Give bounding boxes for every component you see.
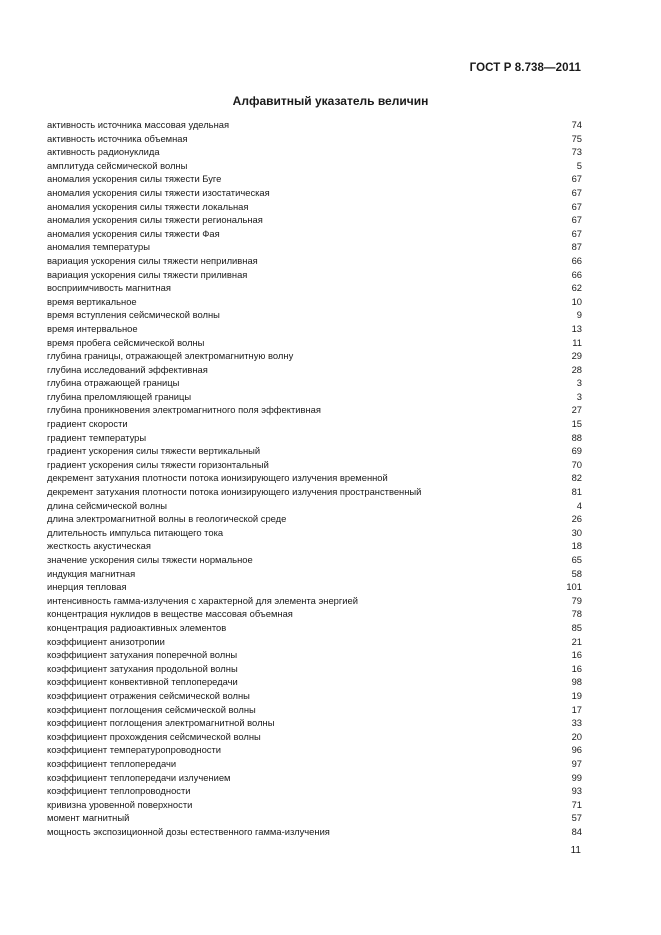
index-page-ref: 13 [571, 322, 582, 334]
index-term: вариация ускорения силы тяжести приливная [47, 268, 248, 280]
index-term: вариация ускорения силы тяжести неприливная [47, 254, 258, 266]
index-entry [47, 743, 582, 757]
index-term: мощность экспозиционной дозы естественного гамма-излучения [47, 825, 330, 837]
index-entry [47, 145, 582, 159]
index-entry [47, 254, 582, 268]
index-entry [47, 200, 582, 214]
index-term: жесткость акустическая [47, 540, 151, 552]
index-page-ref: 79 [571, 594, 582, 606]
index-page-ref: 69 [571, 445, 582, 457]
index-term: глубина проникновения электромагнитного поля эффективная [47, 404, 321, 416]
index-page-ref: 78 [571, 608, 582, 620]
index-entry [47, 580, 582, 594]
index-entry [47, 675, 582, 689]
index-term: концентрация радиоактивных элементов [47, 621, 227, 633]
index-entry [47, 295, 582, 309]
index-term: инерция тепловая [47, 581, 127, 593]
index-page-ref: 28 [571, 363, 582, 375]
index-page-ref: 3 [576, 390, 582, 402]
index-page-ref: 30 [571, 526, 582, 538]
index-entry [47, 431, 582, 445]
index-entry [47, 716, 582, 730]
index-entry [47, 213, 582, 227]
index-term: декремент затухания плотности потока ионизирующего излучения пространственный [47, 486, 422, 498]
index-page-ref: 98 [571, 676, 582, 688]
index-entry [47, 281, 582, 295]
index-entry [47, 227, 582, 241]
index-page-ref: 82 [571, 472, 582, 484]
index-entry [47, 390, 582, 404]
index-page-ref: 81 [571, 486, 582, 498]
index-entry [47, 240, 582, 254]
index-entry [47, 159, 582, 173]
index-entry [47, 730, 582, 744]
index-page-ref: 70 [571, 458, 582, 470]
index-page-ref: 67 [571, 227, 582, 239]
index-entry [47, 553, 582, 567]
index-entry [47, 363, 582, 377]
index-term: градиент скорости [47, 418, 128, 430]
index-page-ref: 73 [571, 146, 582, 158]
index-page-ref: 93 [571, 785, 582, 797]
index-term: концентрация нуклидов в веществе массовая объемная [47, 608, 293, 620]
index-term: аномалия ускорения силы тяжести региональная [47, 214, 263, 226]
index-page-ref: 16 [571, 649, 582, 661]
index-term: градиент температуры [47, 431, 147, 443]
index-term: время пробега сейсмической волны [47, 336, 205, 348]
index-entry [47, 471, 582, 485]
index-page-ref: 66 [571, 268, 582, 280]
index-entry [47, 118, 582, 132]
index-page-ref: 21 [571, 635, 582, 647]
index-term: значение ускорения силы тяжести нормальное [47, 554, 253, 565]
index-entry [47, 458, 582, 472]
index-entry [47, 703, 582, 717]
index-entry [47, 798, 582, 812]
index-page-ref: 99 [571, 771, 582, 783]
index-entry [47, 417, 582, 431]
index-page-ref: 58 [571, 567, 582, 579]
index-term: глубина границы, отражающей электромагнитную волну [47, 350, 294, 362]
index-term: длина сейсмической волны [47, 499, 167, 511]
index-term: глубина отражающей границы [47, 377, 180, 389]
index-entry [47, 403, 582, 417]
index-term: длительность импульса питающего тока [47, 526, 224, 538]
index-entry [47, 689, 582, 703]
page-title: Алфавитный указатель величин [232, 94, 429, 108]
index-term: время вступления сейсмической волны [47, 309, 220, 321]
index-entry [47, 186, 582, 200]
index-page-ref: 67 [571, 214, 582, 226]
index-page-ref: 17 [571, 703, 582, 715]
index-page-ref: 88 [571, 431, 582, 443]
index-entry [47, 635, 582, 649]
index-term: индукция магнитная [47, 567, 136, 579]
index-entry [47, 308, 582, 322]
index-term: коэффициент поглощения сейсмической волны [47, 703, 256, 715]
index-term: коэффициент затухания поперечной волны [47, 649, 238, 661]
index-term: время вертикальное [47, 295, 137, 307]
index-list [47, 118, 582, 838]
index-page-ref: 71 [571, 798, 582, 810]
index-page-ref: 26 [571, 513, 582, 525]
index-page-ref: 5 [576, 159, 582, 171]
index-entry [47, 771, 582, 785]
index-page-ref: 97 [571, 757, 582, 769]
index-term: коэффициент анизотропии [47, 635, 165, 647]
index-term: амплитуда сейсмической волны [47, 159, 188, 171]
index-page-ref: 9 [576, 309, 582, 321]
index-page-ref: 87 [571, 241, 582, 253]
index-entry [47, 811, 582, 825]
index-page-ref: 19 [571, 689, 582, 701]
index-term: коэффициент конвективной теплопередачи [47, 676, 238, 688]
index-term: аномалия ускорения силы тяжести Фая [47, 227, 220, 239]
index-page-ref: 65 [571, 554, 582, 565]
index-entry [47, 539, 582, 553]
index-term: восприимчивость магнитная [47, 282, 171, 294]
index-entry [47, 662, 582, 676]
index-entry [47, 349, 582, 363]
index-page-ref: 66 [571, 254, 582, 266]
index-page-ref: 85 [571, 621, 582, 633]
index-entry [47, 499, 582, 513]
index-page-ref: 11 [572, 336, 582, 348]
index-term: градиент ускорения силы тяжести вертикальный [47, 445, 261, 457]
index-page-ref: 67 [571, 173, 582, 185]
index-term: коэффициент отражения сейсмической волны [47, 689, 250, 701]
index-entry [47, 322, 582, 336]
index-term: глубина преломляющей границы [47, 390, 192, 402]
index-term: аномалия ускорения силы тяжести Буге [47, 173, 222, 185]
index-entry [47, 784, 582, 798]
index-entry [47, 648, 582, 662]
index-term: кривизна уровенной поверхности [47, 798, 193, 810]
index-term: коэффициент затухания продольной волны [47, 662, 238, 674]
index-entry [47, 567, 582, 581]
index-term: коэффициент теплопередачи [47, 757, 177, 769]
index-page-ref: 67 [571, 186, 582, 198]
index-page-ref: 84 [571, 825, 582, 837]
index-entry [47, 621, 582, 635]
index-term: глубина исследований эффективная [47, 363, 208, 375]
index-term: интенсивность гамма-излучения с характерной для элемента энергией [47, 594, 358, 606]
index-term: коэффициент температуропроводности [47, 744, 221, 756]
index-term: коэффициент теплопередачи излучением [47, 771, 231, 783]
index-page-ref: 101 [566, 581, 582, 593]
index-term: коэффициент поглощения электромагнитной волны [47, 717, 275, 729]
index-term: аномалия ускорения силы тяжести изостатическая [47, 186, 270, 198]
index-page-ref: 33 [571, 717, 582, 729]
index-entry [47, 526, 582, 540]
index-page-ref: 27 [571, 404, 582, 416]
index-page-ref: 67 [571, 200, 582, 212]
page-number: 11 [570, 845, 581, 856]
index-page-ref: 4 [576, 499, 582, 511]
index-term: коэффициент прохождения сейсмической волны [47, 730, 261, 742]
index-term: момент магнитный [47, 812, 130, 824]
index-term: аномалия температуры [47, 241, 150, 253]
index-term: декремент затухания плотности потока ионизирующего излучения временной [47, 472, 388, 484]
index-page-ref: 29 [571, 350, 582, 362]
index-entry [47, 512, 582, 526]
document-code: ГОСТ Р 8.738—2011 [469, 62, 581, 74]
index-entry [47, 757, 582, 771]
index-entry [47, 825, 582, 839]
index-page-ref: 75 [571, 132, 582, 144]
index-entry [47, 268, 582, 282]
index-entry [47, 444, 582, 458]
index-entry [47, 594, 582, 608]
index-page-ref: 96 [571, 744, 582, 756]
index-term: активность радионуклида [47, 146, 160, 158]
index-page-ref: 3 [576, 377, 582, 389]
index-term: градиент ускорения силы тяжести горизонтальный [47, 458, 269, 470]
index-entry [47, 376, 582, 390]
index-page-ref: 15 [571, 418, 582, 430]
index-page-ref: 10 [571, 295, 582, 307]
index-term: активность источника массовая удельная [47, 119, 230, 130]
index-entry [47, 132, 582, 146]
index-page-ref: 20 [571, 730, 582, 742]
index-entry [47, 336, 582, 350]
index-page-ref: 62 [571, 282, 582, 294]
index-page-ref: 74 [571, 119, 582, 130]
index-entry [47, 172, 582, 186]
index-page-ref: 16 [571, 662, 582, 674]
index-entry [47, 485, 582, 499]
index-term: время интервальное [47, 322, 138, 334]
index-term: коэффициент теплопроводности [47, 785, 191, 797]
index-term: активность источника объемная [47, 132, 188, 144]
index-term: аномалия ускорения силы тяжести локальная [47, 200, 249, 212]
index-page-ref: 57 [571, 812, 582, 824]
index-entry [47, 607, 582, 621]
index-page-ref: 18 [571, 540, 582, 552]
index-term: длина электромагнитной волны в геологической среде [47, 513, 287, 525]
